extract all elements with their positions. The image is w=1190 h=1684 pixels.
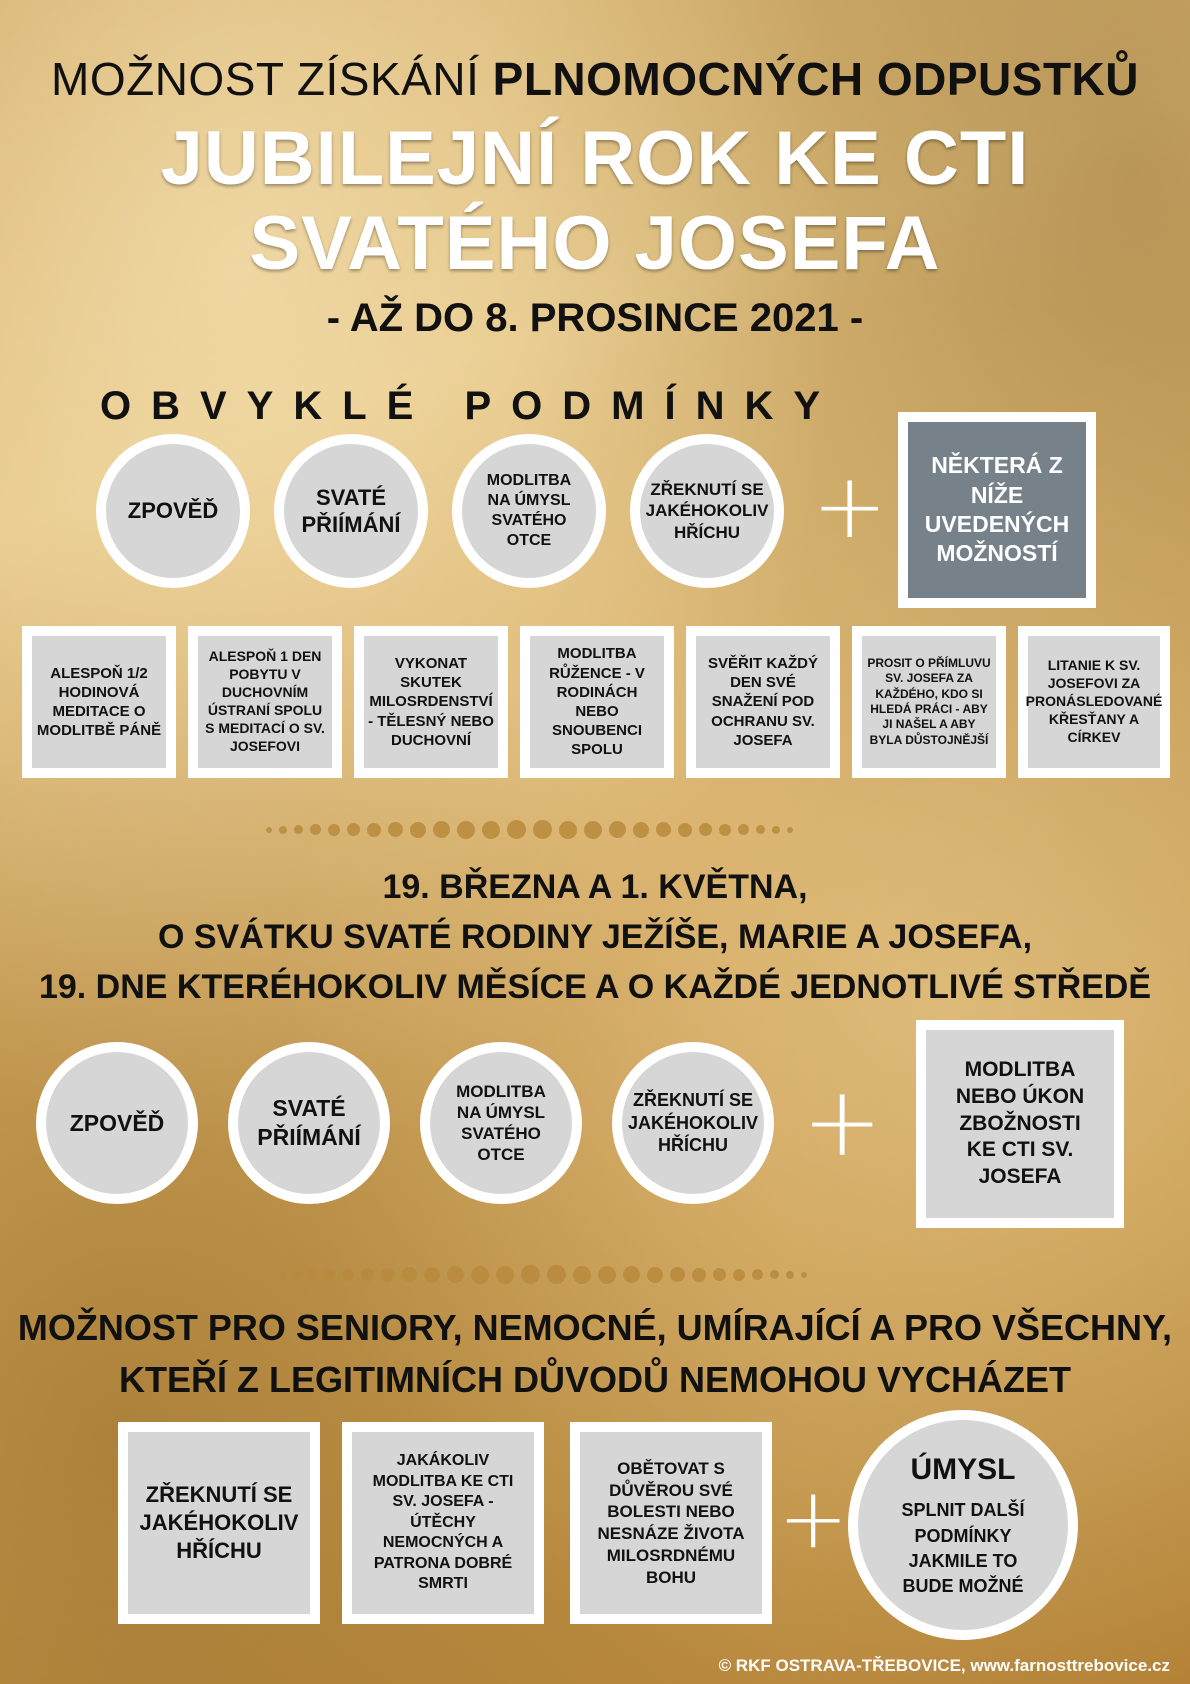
option-text: MODLITBA RŮŽENCE - V RODINÁCH NEBO SNOUBENCI SPOLU: [530, 636, 664, 768]
condition-circle: [630, 434, 784, 588]
option-text: JAKÁKOLIV MODLITBA KE CTI SV. JOSEFA - ÚTĚCHY NEMOCNÝCH A PATRONA DOBRÉ SMRTI: [352, 1432, 534, 1614]
condition-circle: [228, 1042, 390, 1204]
plus-icon: +: [812, 454, 888, 559]
header-line1-light: MOŽNOST ZÍSKÁNÍ: [51, 53, 480, 105]
option-card: [852, 626, 1006, 778]
condition-text: SVATÉ PŘIÍMÁNÍ: [284, 444, 418, 578]
footer-credit: © RKF OSTRAVA-TŘEBOVICE, www.farnosttrebovice.cz: [718, 1656, 1170, 1675]
plus-icon: +: [778, 1469, 849, 1567]
option-text: LITANIE K SV. JOSEFOVI ZA PRONÁSLEDOVANÉ KŘESŤANY A CÍRKEV: [1028, 636, 1160, 768]
option-box-text: NĚKTERÁ Z NÍŽE UVEDENÝCH MOŽNOSTÍ: [908, 422, 1086, 598]
section3-heading-line2: KTEŘÍ Z LEGITIMNÍCH DŮVODŮ NEMOHOU VYCHÁZET: [119, 1359, 1071, 1400]
option-text: OBĚTOVAT S DŮVĚROU SVÉ BOLESTI NEBO NESNÁZE ŽIVOTA MILOSRDNÉMU BOHU: [580, 1432, 762, 1614]
condition-circle: [274, 434, 428, 588]
option-text: ZŘEKNUTÍ SE JAKÉHOKOLIV HŘÍCHU: [128, 1432, 310, 1614]
intent-circle: [848, 1410, 1078, 1640]
condition-text: SVATÉ PŘIÍMÁNÍ: [238, 1052, 380, 1194]
option-text: ALESPOŇ 1/2 HODINOVÁ MEDITACE O MODLITBĚ PÁNĚ: [32, 636, 166, 768]
condition-circle: [420, 1042, 582, 1204]
intent-text: SPLNIT DALŠÍ PODMÍNKY JAKMILE TO BUDE MOŽNÉ: [901, 1500, 1025, 1596]
header-line1: [0, 52, 1190, 106]
condition-text: ZPOVĚĎ: [106, 444, 240, 578]
option-card: [22, 626, 176, 778]
option-text: PROSIT O PŘÍMLUVU SV. JOSEFA ZA KAŽDÉHO, KDO SI HLEDÁ PRÁCI - ABY JI NAŠEL A ABY BYLA DŮSTOJNĚJŠÍ: [862, 636, 996, 768]
plus-icon: +: [802, 1066, 883, 1178]
condition-text: ZPOVĚĎ: [46, 1052, 188, 1194]
condition-text: MODLITBA NA ÚMYSL SVATÉHO OTCE: [462, 444, 596, 578]
option-box-text: MODLITBA NEBO ÚKON ZBOŽNOSTI KE CTI SV. JOSEFA: [926, 1030, 1114, 1218]
section2-heading-line2: O SVÁTKU SVATÉ RODINY JEŽÍŠE, MARIE A JOSEFA,: [157, 918, 1033, 956]
section2-heading-line3: 19. DNE KTERÉHOKOLIV MĚSÍCE A O KAŽDÉ JEDNOTLIVÉ STŘEDĚ: [38, 968, 1152, 1006]
dotted-divider: [266, 820, 793, 839]
date-range: - AŽ DO 8. PROSINCE 2021 -: [326, 296, 864, 340]
option-card: [118, 1422, 320, 1624]
header-line1-bold: PLNOMOCNÝCH ODPUSTKŮ: [492, 53, 1139, 105]
page-title-line1: JUBILEJNÍ ROK KE CTI: [160, 116, 1030, 201]
intent-title: ÚMYSL: [910, 1452, 1016, 1486]
option-text: SVĚŘIT KAŽDÝ DEN SVÉ SNAŽENÍ POD OCHRANU SV. JOSEFA: [696, 636, 830, 768]
option-card: [1018, 626, 1170, 778]
condition-text: MODLITBA NA ÚMYSL SVATÉHO OTCE: [430, 1052, 572, 1194]
dotted-divider: [280, 1265, 807, 1284]
section1-label: OBVYKLÉ PODMÍNKY: [100, 384, 841, 428]
option-card: [354, 626, 508, 778]
option-text: ALESPOŇ 1 DEN POBYTU V DUCHOVNÍM ÚSTRANÍ SPOLU S MEDITACÍ O SV. JOSEFOVI: [198, 636, 332, 768]
condition-circle: [36, 1042, 198, 1204]
option-card: [188, 626, 342, 778]
condition-text: ZŘEKNUTÍ SE JAKÉHOKOLIV HŘÍCHU: [622, 1052, 764, 1194]
option-card: [342, 1422, 544, 1624]
condition-text: ZŘEKNUTÍ SE JAKÉHOKOLIV HŘÍCHU: [640, 444, 774, 578]
section2-heading-line1: 19. BŘEZNA A 1. KVĚTNA,: [382, 868, 808, 906]
condition-circle: [612, 1042, 774, 1204]
intent-content: [858, 1420, 1068, 1630]
condition-circle: [96, 434, 250, 588]
option-box: [916, 1020, 1124, 1228]
option-card: [570, 1422, 772, 1624]
condition-circle: [452, 434, 606, 588]
page-title-line2: SVATÉHO JOSEFA: [249, 201, 941, 286]
option-card: [686, 626, 840, 778]
option-card: [520, 626, 674, 778]
section3-heading-line1: MOŽNOST PRO SENIORY, NEMOCNÉ, UMÍRAJÍCÍ A PRO VŠECHNY,: [17, 1307, 1173, 1348]
option-box: [898, 412, 1096, 608]
option-text: VYKONAT SKUTEK MILOSRDENSTVÍ - TĚLESNÝ NEBO DUCHOVNÍ: [364, 636, 498, 768]
